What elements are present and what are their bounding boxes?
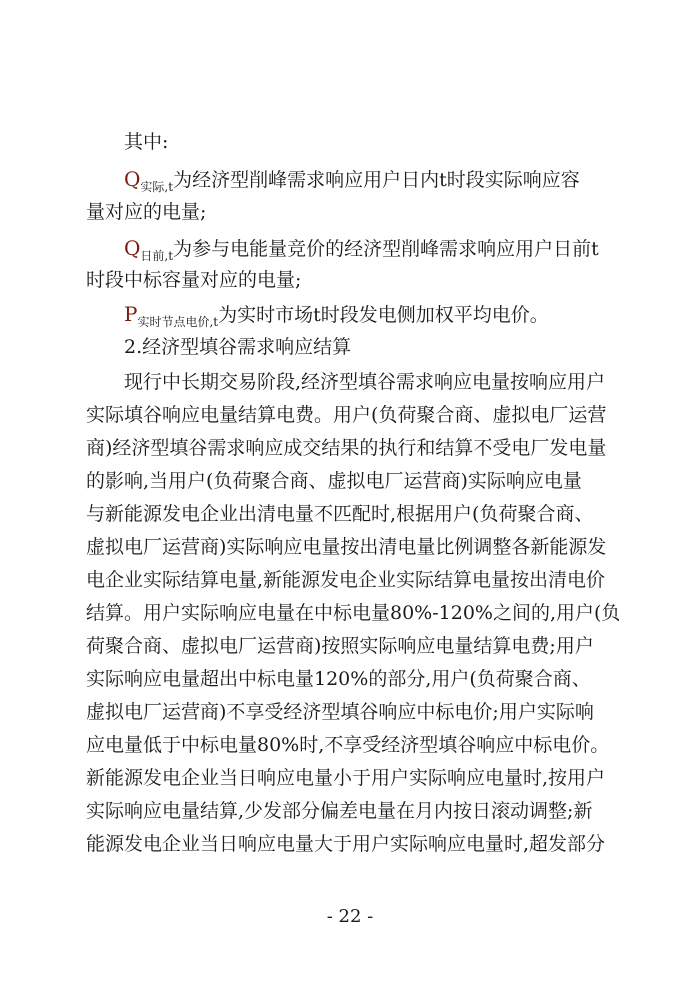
paragraph-line: 荷聚合商、虚拟电厂运营商)按照实际响应电量结算电费;用户 [86, 635, 594, 657]
section-heading: 2.经济型填谷需求响应结算 [124, 336, 352, 358]
paragraph-line: 新能源发电企业当日响应电量小于用户实际响应电量时,按用户 [86, 767, 606, 789]
paragraph-line: 应电量低于中标电量80%时,不享受经济型填谷响应中标电价。 [86, 734, 610, 756]
subscript-dayahead: 日前, [140, 249, 169, 263]
subscript-actual: 实际, [140, 180, 169, 194]
paragraph-line: 实际响应电量超出中标电量120%的部分,用户(负荷聚合商、 [86, 668, 591, 690]
paragraph-line: 的影响,当用户(负荷聚合商、虚拟电厂运营商)实际响应电量 [86, 470, 582, 492]
definition-text: 为经济型削峰需求响应用户日内t时段实际响应容 [173, 169, 580, 191]
symbol-q: Q [124, 236, 141, 260]
paragraph-line: 虚拟电厂运营商)不享受经济型填谷响应中标电价;用户实际响 [86, 701, 594, 723]
subscript-t: t [213, 315, 219, 329]
paragraph-line: 实际填谷响应电量结算电费。用户(负荷聚合商、虚拟电厂运营 [86, 404, 607, 426]
definition-text: 为实时市场t时段发电侧加权平均电价。 [218, 304, 549, 326]
page-number: - 22 - [326, 906, 374, 927]
paragraph-line: 虚拟电厂运营商)实际响应电量按出清电量比例调整各新能源发 [86, 536, 607, 558]
definition-q-actual-cont: 量对应的电量; [86, 201, 207, 223]
subscript-t: t [168, 249, 174, 263]
paragraph-line: 能源发电企业当日响应电量大于用户实际响应电量时,超发部分 [86, 833, 606, 855]
subscript-t: t [168, 180, 174, 194]
symbol-q: Q [124, 167, 141, 191]
paragraph-line: 商)经济型填谷需求响应成交结果的执行和结算不受电厂发电量 [86, 437, 607, 459]
paragraph-line: 结算。用户实际响应电量在中标电量80%-120%之间的,用户(负 [86, 602, 621, 624]
definition-q-actual [124, 167, 580, 194]
definition-q-dayahead [124, 236, 599, 263]
definition-p-realtime [124, 302, 549, 329]
where-heading: 其中: [124, 131, 169, 153]
paragraph-line: 电企业实际结算电量,新能源发电企业实际结算电量按出清电价 [86, 569, 606, 591]
paragraph-line: 实际响应电量结算,少发部分偏差电量在月内按日滚动调整;新 [86, 800, 593, 822]
definition-q-dayahead-cont: 时段中标容量对应的电量; [86, 269, 302, 291]
symbol-p: P [124, 302, 138, 326]
paragraph-line: 与新能源发电企业出清电量不匹配时,根据用户(负荷聚合商、 [86, 503, 594, 525]
paragraph-line: 现行中长期交易阶段,经济型填谷需求响应电量按响应用户 [124, 371, 606, 393]
subscript-realtime-node-price: 实时节点电价, [137, 315, 214, 329]
definition-text: 为参与电能量竞价的经济型削峰需求响应用户日前t [173, 238, 599, 260]
